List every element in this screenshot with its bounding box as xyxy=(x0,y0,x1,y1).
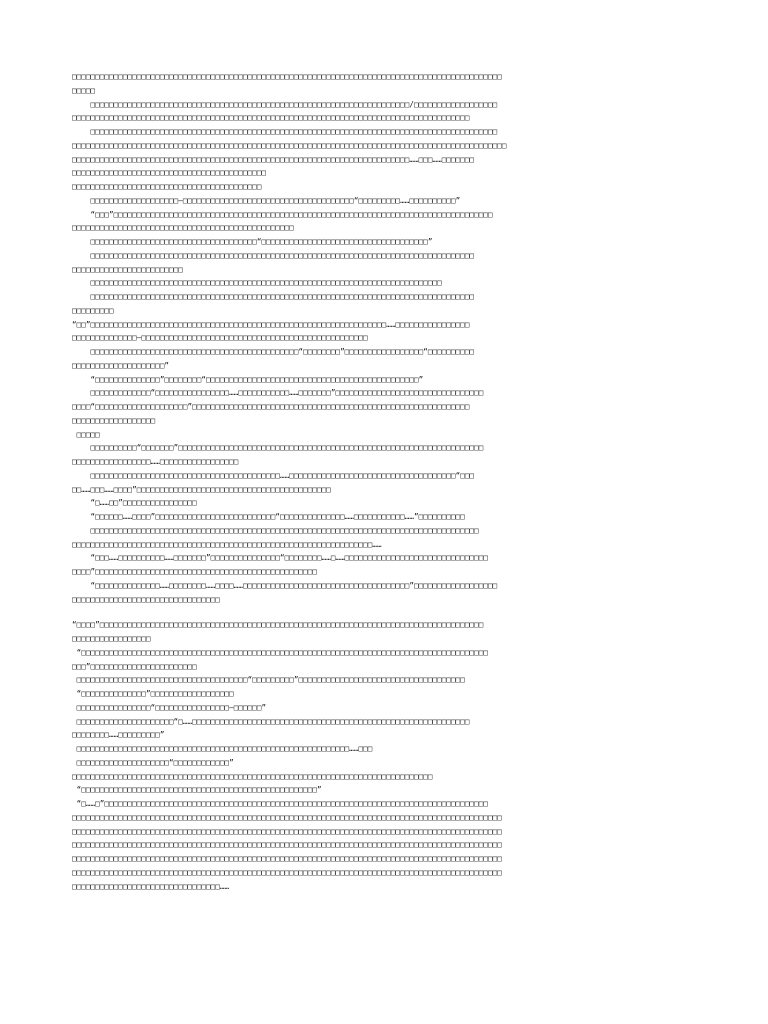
text-line: □□□□□□□□□□□□□□□□□□□□□□□□□□□□□□□□□□□□“□□□□□□□□□□□□□□□□□□□□□□□□□□□□□□□□□□□□” xyxy=(72,237,433,246)
text-line: “□□□……□□□□□□□□□□……□□□□□□□”□□□□□□□□□□□□□□□“□□□□□□□□……□……□□□□□□□□□□□□□□□□□□□□□□□□□□□□□□□ xyxy=(72,553,488,563)
text-line: “□□□□”□□□□□□□□□□□□□□□□□□□□□□□□□□□□□□□□□□□□□□□□□□□□□□□□□□□□□□□□□□□□□□□□□□□□□□□□□□□□□□□□□□□ xyxy=(72,620,484,630)
text-line: □□□□□□□□□□□□□□□□□□□□□□□□□□□□□□□□□□□□□□□□□□□□□□□□□□□□□□□□□□□□□□□□□□□□□□□□□□□□□□□□□□□□□□□□□□□□□□ xyxy=(72,140,507,150)
text-line: “□……□”□□□□□□□□□□□□□□□□□□□□□□□□□□□□□□□□□□□□□□□□□□□□□□□□□□□□□□□□□□□□□□□□□□□□□□□□□□□□□□□□□□□ xyxy=(72,799,488,808)
text-line: □□□□□□□□□□□□□□□□□□□—□□□□□□□□□□□□□□□□□□□□□□□□□□□□□□□□□□□□□“□□□□□□□□□……□□□□□□□□□□” xyxy=(72,195,461,205)
text-line: “□□□□□□□□□□□□□□”□□□□□□□□□□□□□□□□□□ xyxy=(72,689,234,698)
text-line: □□□□□□□□□□□□□□□□□□□□□□□□□□□□□□□□□□□□□□□□□□□□□□□□□□□□□□□□□□□□□□□□□□□□□□□□□□□□□□□□□□□□□□□□□□□□□ xyxy=(72,826,502,836)
text-line: □□□□□□□□□□□□□□□□□□□□□□□□□□□□□□□□□□□□□□□□□□□□□“□□□□□□□□”□□□□□□□□□□□□□□□□□“□□□□□□□□□□ xyxy=(72,347,475,356)
text-line: □□□□□□□□□ xyxy=(72,305,114,315)
text-line: “□□□□□□□□□□□□□□□□□□□□□□□□□□□□□□□□□□□□□□□□□□□□□□□□□□□□□□□□□□□□□□□□□□□□□□□□□□□□□□□□□□□□□□□□ xyxy=(72,647,488,657)
text-line: “□……□□”□□□□□□□□□□□□□□□□ xyxy=(72,498,197,508)
text-line: □□□□□□□□□□□□□□□□□□□□” xyxy=(72,360,170,370)
text-line: □□□□□□□□□□□□□□□□□□□□□□□□□□□□□□□□□□□□□□□□□□□□□□□□ xyxy=(72,223,294,233)
text-line: □□□□□□□□□□□□□□□□□□□□□□□□□□□□□□□□□□□□□□□□□□□□□□□□□□□□□□□□□□□□□□□□□□□□□□□□□□□□□□□□□□□□ xyxy=(72,525,479,535)
text-line: □□□□□□□□□□□□□□—□□□□□□□□□□□□□□□□□□□□□□□□□□□□□□□□□□□□□□□□□□□□□□□□□ xyxy=(72,333,368,343)
text-line: □□□□□□□□□□□□□“□□□□□□□□□□□□□□□□……□□□□□□□□□□□……□□□□□□□”□□□□□□□□□□□□□□□□□□□□□□□□□□□□□□□□ xyxy=(72,388,484,398)
text-line: □□□□□□□□□□□□□□□□□□□□□“□……□□□□□□□□□□□□□□□□□□□□□□□□□□□□□□□□□□□□□□□□□□□□□□□□□□□□□□□□□□□□ xyxy=(72,716,470,726)
text-line: □□□□□□□□□□□□□□□□□□□□□□□□□□□□□□□□□□□□□□□□□□ xyxy=(72,168,267,178)
text-line: □□□□□□□□□□□□□□□□□□□□□□□□□□□□□□□□□□□□□“□□□□□□□□□”□□□□□□□□□□□□□□□□□□□□□□□□□□□□□□□□□□□□ xyxy=(72,675,465,685)
text-line: □□□□□□□□□□□□□□□□□□□□□□□□□□□□□□□□□□□□□□□□□□□□□□□□□□□□□□□□□□□□□□□□□□□□□□□□□□□□□□ xyxy=(72,771,433,781)
text-line: □□□□□□□□□□□□□□□□□□□□□□□□ xyxy=(72,264,183,274)
text-line: □□□□□□□□□□□□□□□□□□□□□□□□□□□□□□□□□□□□□□□□□□□□□□□□□□□□□□□□□□□□□□□□□□□□□□□□□……□□□……□□□□□□□ xyxy=(72,154,475,164)
paragraph-gap xyxy=(72,606,708,618)
text-line: □□□□□□□□□□□□□□□□□□□□□□□□□□□□□□□□ xyxy=(72,594,220,604)
text-line: □□□□□□□□□□□□□□□□□□ xyxy=(72,415,156,425)
text-line: □□□□□□□□□□□□□□□□□□□□□□□□□□□□□□□□□□□□□□□□□□□□□□□□□□□□□□□□□□□□□□□□□□□□□□□□□□□□□□□□□□□□□□ xyxy=(72,113,470,123)
text-line: □□□□□□□□□□□□□□□□□□□□□□□□□□□□□□□□□□□□□□□□□□□□□□□□□□□□□□□□□□□□□□□□□□□□□□□□□□□□□□□□□□□□□□□□□□□□□ xyxy=(72,854,502,863)
text-line: □□□□□□□□□□“□□□□□□□”□□□□□□□□□□□□□□□□□□□□□□□□□□□□□□□□□□□□□□□□□□□□□□□□□□□□□□□□□□□□□□□□□□ xyxy=(72,443,484,453)
text-line: □□□□□□□□□□□□□□□□□ xyxy=(72,634,151,643)
text-line: “□□□□□□……□□□□”□□□□□□□□□□□□□□□□□□□□□□□□□□“□□□□□□□□□□□□□□……□□□□□□□□□□□……”□□□□□□□□□□ xyxy=(72,512,465,521)
text-line: □□□□□□□□□□□□□□□□□□□□□□□□□□□□□□□□…… xyxy=(72,881,230,891)
text-line: □□□□□□□□□□□□□□□□□□□□□□□□□□□□□□□□□□□□□□□□□……□□□□□□□□□□□□□□□□□□□□□□□□□□□□□□□□□□□□“□□□ xyxy=(72,470,475,480)
text-line: □□□□□□□□□□□□□□□□□□□□“□□□□□□□□□□□□” xyxy=(72,757,234,767)
text-line: □□□□□□□□□□□□□□□□□□□□□□□□□□□□□□□□□□□□□□□□□ xyxy=(72,182,262,191)
text-line: □□□□□ xyxy=(72,429,100,439)
text-line: “□□□□□□□□□□□□□□”□□□□□□□□“□□□□□□□□□□□□□□□□□□□□□□□□□□□□□□□□□□□□□□□□□□□□□□” xyxy=(72,374,424,384)
text-line: “□□□□□□□□□□□□□□……□□□□□□□□……□□□□……□□□□□□□□□□□□□□□□□□□□□□□□□□□□□□□□□□□□”□□□□□□□□□□□□□□□□□□ xyxy=(72,580,498,590)
text-line: □□□”□□□□□□□□□□□□□□□□□□□□□□□ xyxy=(72,661,197,671)
text-line: □□□□□□□□□□□□□□□□□……□□□□□□□□□□□□□□□□□ xyxy=(72,457,239,466)
text-line: □□□□□□□□□□□□□□□□“□□□□□□□□□□□□□□□□—□□□□□□” xyxy=(72,702,267,712)
text-line: “□□□”□□□□□□□□□□□□□□□□□□□□□□□□□□□□□□□□□□□□□□□□□□□□□□□□□□□□□□□□□□□□□□□□□□□□□□□□□□□□□□□□□□ xyxy=(72,209,493,219)
text-line: “□□□□□□□□□□□□□□□□□□□□□□□□□□□□□□□□□□□□□□□□□□□□□□□□□□□” xyxy=(72,785,322,795)
text-line: □□□□□□□□□□□□□□□□□□□□□□□□□□□□□□□□□□□□□□□□□□□□□□□□□□□□□□□□□□□□□□□□□□□□□□□□□□□□□□□□□□□□□□□□□□□□□ xyxy=(72,812,502,822)
text-line: □□□□□□□□……□□□□□□□□□” xyxy=(72,730,165,740)
text-line: □□□□□□□□□□□□□□□□□□□□□□□□□□□□□□□□□□□□□□□□□□□□□□□□□□□□□□□□□□□□□□□□□□□□□□□□□□□□□□□□□□□ xyxy=(72,250,475,260)
text-line: □□□□□□□□□□□□□□□□□□□□□□□□□□□□□□□□□□□□□□□□□□□□□□□□□□□□□□□□□□□……□□□ xyxy=(72,744,373,753)
text-line: “□□”□□□□□□□□□□□□□□□□□□□□□□□□□□□□□□□□□□□□□□□□□□□□□□□□□□□□□□□□□□□□□□□□……□□□□□□□□□□□□□□□□ xyxy=(72,319,470,329)
text-line: □□……□□□……□□□□”□□□□□□□□□□□□□□□□□□□□□□□□□□□□□□□□□□□□□□□□□□ xyxy=(72,484,331,494)
text-line: □□□□□ xyxy=(72,85,96,95)
text-line: □□□□□□□□□□□□□□□□□□□□□□□□□□□□□□□□□□□□□□□□□□□□□□□□□□□□□□□□□□□□□□□□□…… xyxy=(72,539,382,549)
text-line: □□□□□□□□□□□□□□□□□□□□□□□□□□□□□□□□□□□□□□□□□□□□□□□□□□□□□□□□□□□□□□□□□□□□□□□□□□□□□□□□□□□□□□□□ xyxy=(72,127,498,136)
text-line: □□□□□□□□□□□□□□□□□□□□□□□□□□□□□□□□□□□□□□□□□□□□□□□□□□□□□□□□□□□□□□□□□□□□□□□□□□□□□□□□□□□ xyxy=(72,292,475,301)
text-line: □□□□□□□□□□□□□□□□□□□□□□□□□□□□□□□□□□□□□□□□□□□□□□□□□□□□□□□□□□□□□□□□□□□□□□□□□□□□□□□□□□□□□□□□□□□□□ xyxy=(72,840,502,850)
text-line: □□□□”□□□□□□□□□□□□□□□□□□□□□□□□□□□□□□□□□□□□□□□□□□□□□□□□ xyxy=(72,567,317,576)
text-line: □□□□“□□□□□□□□□□□□□□□□□□□□”□□□□□□□□□□□□□□□□□□□□□□□□□□□□□□□□□□□□□□□□□□□□□□□□□□□□□□□□□□□□ xyxy=(72,402,470,411)
text-line: □□□□□□□□□□□□□□□□□□□□□□□□□□□□□□□□□□□□□□□□□□□□□□□□□□□□□□□□□□□□□□□□□□□□□□□□□□□□□□□□□□□□□□□□□□□□□ xyxy=(72,72,502,81)
text-line: □□□□□□□□□□□□□□□□□□□□□□□□□□□□□□□□□□□□□□□□□□□□□□□□□□□□□□□□□□□□□□□□□□□□□□□□□□□□ xyxy=(72,278,442,288)
text-line: □□□□□□□□□□□□□□□□□□□□□□□□□□□□□□□□□□□□□□□□□□□□□□□□□□□□□□□□□□□□□□□□□□□□□/□□□□□□□□□□□□□□□□□□ xyxy=(72,99,498,109)
text-line: □□□□□□□□□□□□□□□□□□□□□□□□□□□□□□□□□□□□□□□□□□□□□□□□□□□□□□□□□□□□□□□□□□□□□□□□□□□□□□□□□□□□□□□□□□□□□ xyxy=(72,867,502,877)
